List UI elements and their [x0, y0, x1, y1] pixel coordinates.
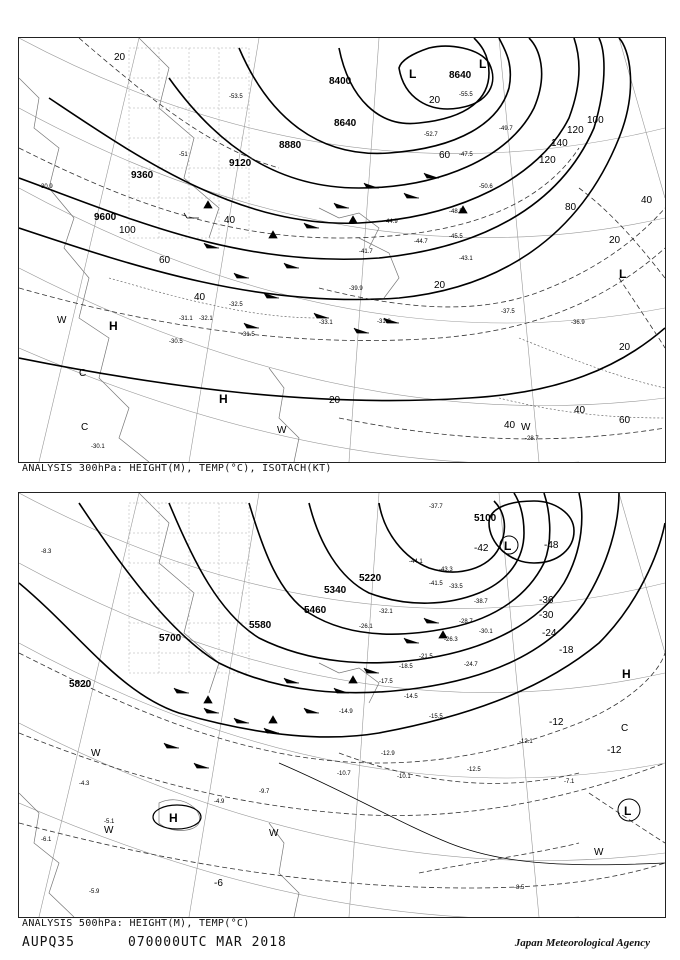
height-label: 9120	[229, 158, 252, 169]
station-value: -52.7	[424, 132, 438, 138]
height-label: 5820	[69, 679, 92, 690]
station-value: -9.7	[259, 789, 270, 795]
temp-label: -12	[549, 717, 564, 728]
station-value: -28.7	[459, 619, 473, 625]
height-label: 5100	[474, 513, 497, 524]
station-value: -14.9	[339, 709, 353, 715]
station-value: -44.1	[409, 559, 423, 565]
station-value: -32.1	[379, 609, 393, 615]
station-value: -5.9	[89, 889, 100, 895]
warm-marker: W	[104, 825, 114, 836]
station-value: -15.5	[429, 714, 443, 720]
height-label: 9360	[131, 170, 154, 181]
height-contours-500	[19, 493, 665, 737]
isotach-label: 40	[574, 405, 586, 416]
isotach-label: 120	[539, 155, 556, 166]
height-label: 5580	[249, 620, 272, 631]
low-pressure-marker: L	[619, 267, 627, 281]
high-pressure-marker: H	[219, 392, 228, 406]
station-value: -14.5	[404, 694, 418, 700]
high-pressure-marker: H	[169, 811, 178, 825]
isotach-label: 120	[567, 125, 584, 136]
station-value: -24.7	[464, 662, 478, 668]
station-value: -45.5	[449, 234, 463, 240]
isotach-label: 20	[619, 342, 631, 353]
isotach-label: 140	[551, 138, 568, 149]
coastline-300	[19, 38, 399, 462]
isotach-label: 60	[439, 150, 451, 161]
analysis-datetime: 070000UTC MAR 2018	[128, 935, 287, 950]
station-value: -10.7	[337, 771, 351, 777]
caption-300hpa: ANALYSIS 300hPa: HEIGHT(M), TEMP(°C), ISOTACH(KT)	[22, 463, 332, 474]
isotach-label: 20	[329, 395, 341, 406]
warm-marker: W	[521, 422, 531, 433]
station-value: -41.5	[429, 581, 443, 587]
warm-marker: W	[594, 847, 604, 858]
station-value: -43.3	[439, 567, 453, 573]
isotach-label: 20	[429, 95, 441, 106]
chart-500hpa-panel	[18, 492, 666, 918]
data-grid-300	[129, 48, 249, 238]
chart-id: AUPQ35	[22, 935, 75, 950]
graticule-300	[19, 38, 665, 462]
isotach-label: 40	[641, 195, 653, 206]
station-value: -50.6	[479, 184, 493, 190]
height-label: 5700	[159, 633, 182, 644]
temp-label: -36	[539, 595, 554, 606]
pressure-systems-300	[109, 57, 626, 406]
station-value: -30.9	[39, 184, 53, 190]
station-value: -17.5	[379, 679, 393, 685]
station-value: -18.5	[399, 664, 413, 670]
station-value: -28.7	[525, 436, 539, 442]
isotach-label: 60	[619, 415, 631, 426]
station-value: -30.1	[479, 629, 493, 635]
warm-marker: W	[91, 748, 101, 759]
isotach-label: 20	[609, 235, 621, 246]
station-value: -8.5	[514, 885, 525, 891]
isotach-label: 60	[159, 255, 171, 266]
station-value: -12.9	[381, 751, 395, 757]
station-value: -47.5	[459, 152, 473, 158]
station-value: -36.9	[571, 320, 585, 326]
chart-300hpa-map	[19, 38, 665, 462]
station-value: -49.7	[499, 126, 513, 132]
station-value: -31.1	[179, 316, 193, 322]
height-label: 5220	[359, 573, 382, 584]
chart-300hpa-panel	[18, 37, 666, 463]
isotach-label: 40	[504, 420, 516, 431]
pressure-systems-500	[169, 539, 631, 825]
station-value: -38.7	[474, 599, 488, 605]
isotach-label: 80	[565, 202, 577, 213]
height-label: 5460	[304, 605, 327, 616]
station-value: -51	[179, 152, 188, 158]
isotach-label: 100	[587, 115, 604, 126]
temp-label: -48	[544, 540, 559, 551]
caption-500hpa: ANALYSIS 500hPa: HEIGHT(M), TEMP(°C)	[22, 918, 250, 929]
height-label: 9600	[94, 212, 117, 223]
low-pressure-marker: L	[624, 804, 632, 818]
temp-label: -42	[474, 543, 489, 554]
contour-lower-500	[279, 763, 665, 865]
warm-marker: W	[277, 425, 287, 436]
warm-marker: W	[269, 828, 279, 839]
station-value: -55.5	[459, 92, 473, 98]
isotach-label: 20	[114, 52, 126, 63]
station-value: -53.5	[229, 94, 243, 100]
agency-name: Japan Meteorological Agency	[514, 937, 650, 949]
high-pressure-marker: H	[622, 667, 631, 681]
high-pressure-marker: H	[109, 319, 118, 333]
temp-label: -30	[539, 610, 554, 621]
station-value: -39.9	[349, 286, 363, 292]
station-value: -44.7	[414, 239, 428, 245]
isotach-label: 40	[224, 215, 236, 226]
height-labels-300	[94, 70, 472, 223]
station-value: -32.1	[199, 316, 213, 322]
station-value: -30.1	[91, 444, 105, 450]
cold-marker: C	[79, 368, 87, 379]
station-value: -33.5	[449, 584, 463, 590]
chart-500hpa-map	[19, 493, 665, 917]
height-label: 8640	[334, 118, 357, 129]
station-value: -12.1	[519, 739, 533, 745]
isotach-label: 40	[194, 292, 206, 303]
station-value: -8.3	[41, 549, 52, 555]
low-pressure-marker: L	[409, 67, 417, 81]
station-value: -4.3	[79, 781, 90, 787]
station-value: -6.1	[41, 837, 52, 843]
coastline-500	[19, 493, 379, 917]
height-labels-500	[69, 513, 497, 690]
station-value: -33.1	[319, 320, 333, 326]
cold-marker: C	[621, 723, 629, 734]
temp-label: -6	[214, 878, 223, 889]
wind-regions-300	[57, 315, 531, 436]
wind-barbs-500	[164, 618, 447, 768]
station-value: -43.1	[459, 256, 473, 262]
station-value: -10.1	[397, 774, 411, 780]
station-value: -30.5	[169, 339, 183, 345]
height-label: 5340	[324, 585, 347, 596]
station-value: -31.5	[241, 332, 255, 338]
cold-marker: C	[81, 422, 89, 433]
station-value: -41.7	[359, 249, 373, 255]
temp-label: -24	[542, 628, 557, 639]
temp-label: -12	[607, 745, 622, 756]
low-pressure-marker: L	[479, 57, 487, 71]
station-value: -37.7	[429, 504, 443, 510]
height-label: 8400	[329, 76, 352, 87]
low-pressure-marker: L	[504, 539, 512, 553]
station-value: -31.8	[377, 319, 391, 325]
isotherms-300	[19, 38, 665, 439]
temp-label: -18	[559, 645, 574, 656]
station-value: -32.5	[229, 302, 243, 308]
warm-marker: W	[57, 315, 67, 326]
station-value: -7.1	[564, 779, 575, 785]
station-value: -21.5	[419, 654, 433, 660]
isotach-label: 20	[434, 280, 446, 291]
data-grid-500	[129, 503, 249, 673]
station-value: -5.1	[104, 819, 115, 825]
station-value: -26.1	[359, 624, 373, 630]
station-value: -26.3	[444, 637, 458, 643]
station-value: -48.5	[449, 209, 463, 215]
station-value: -37.5	[501, 309, 515, 315]
station-value: -44.9	[384, 219, 398, 225]
station-value: -4.9	[214, 799, 225, 805]
isotach-label: 100	[119, 225, 136, 236]
height-label: 8880	[279, 140, 302, 151]
station-value: -12.5	[467, 767, 481, 773]
height-label: 8640	[449, 70, 472, 81]
